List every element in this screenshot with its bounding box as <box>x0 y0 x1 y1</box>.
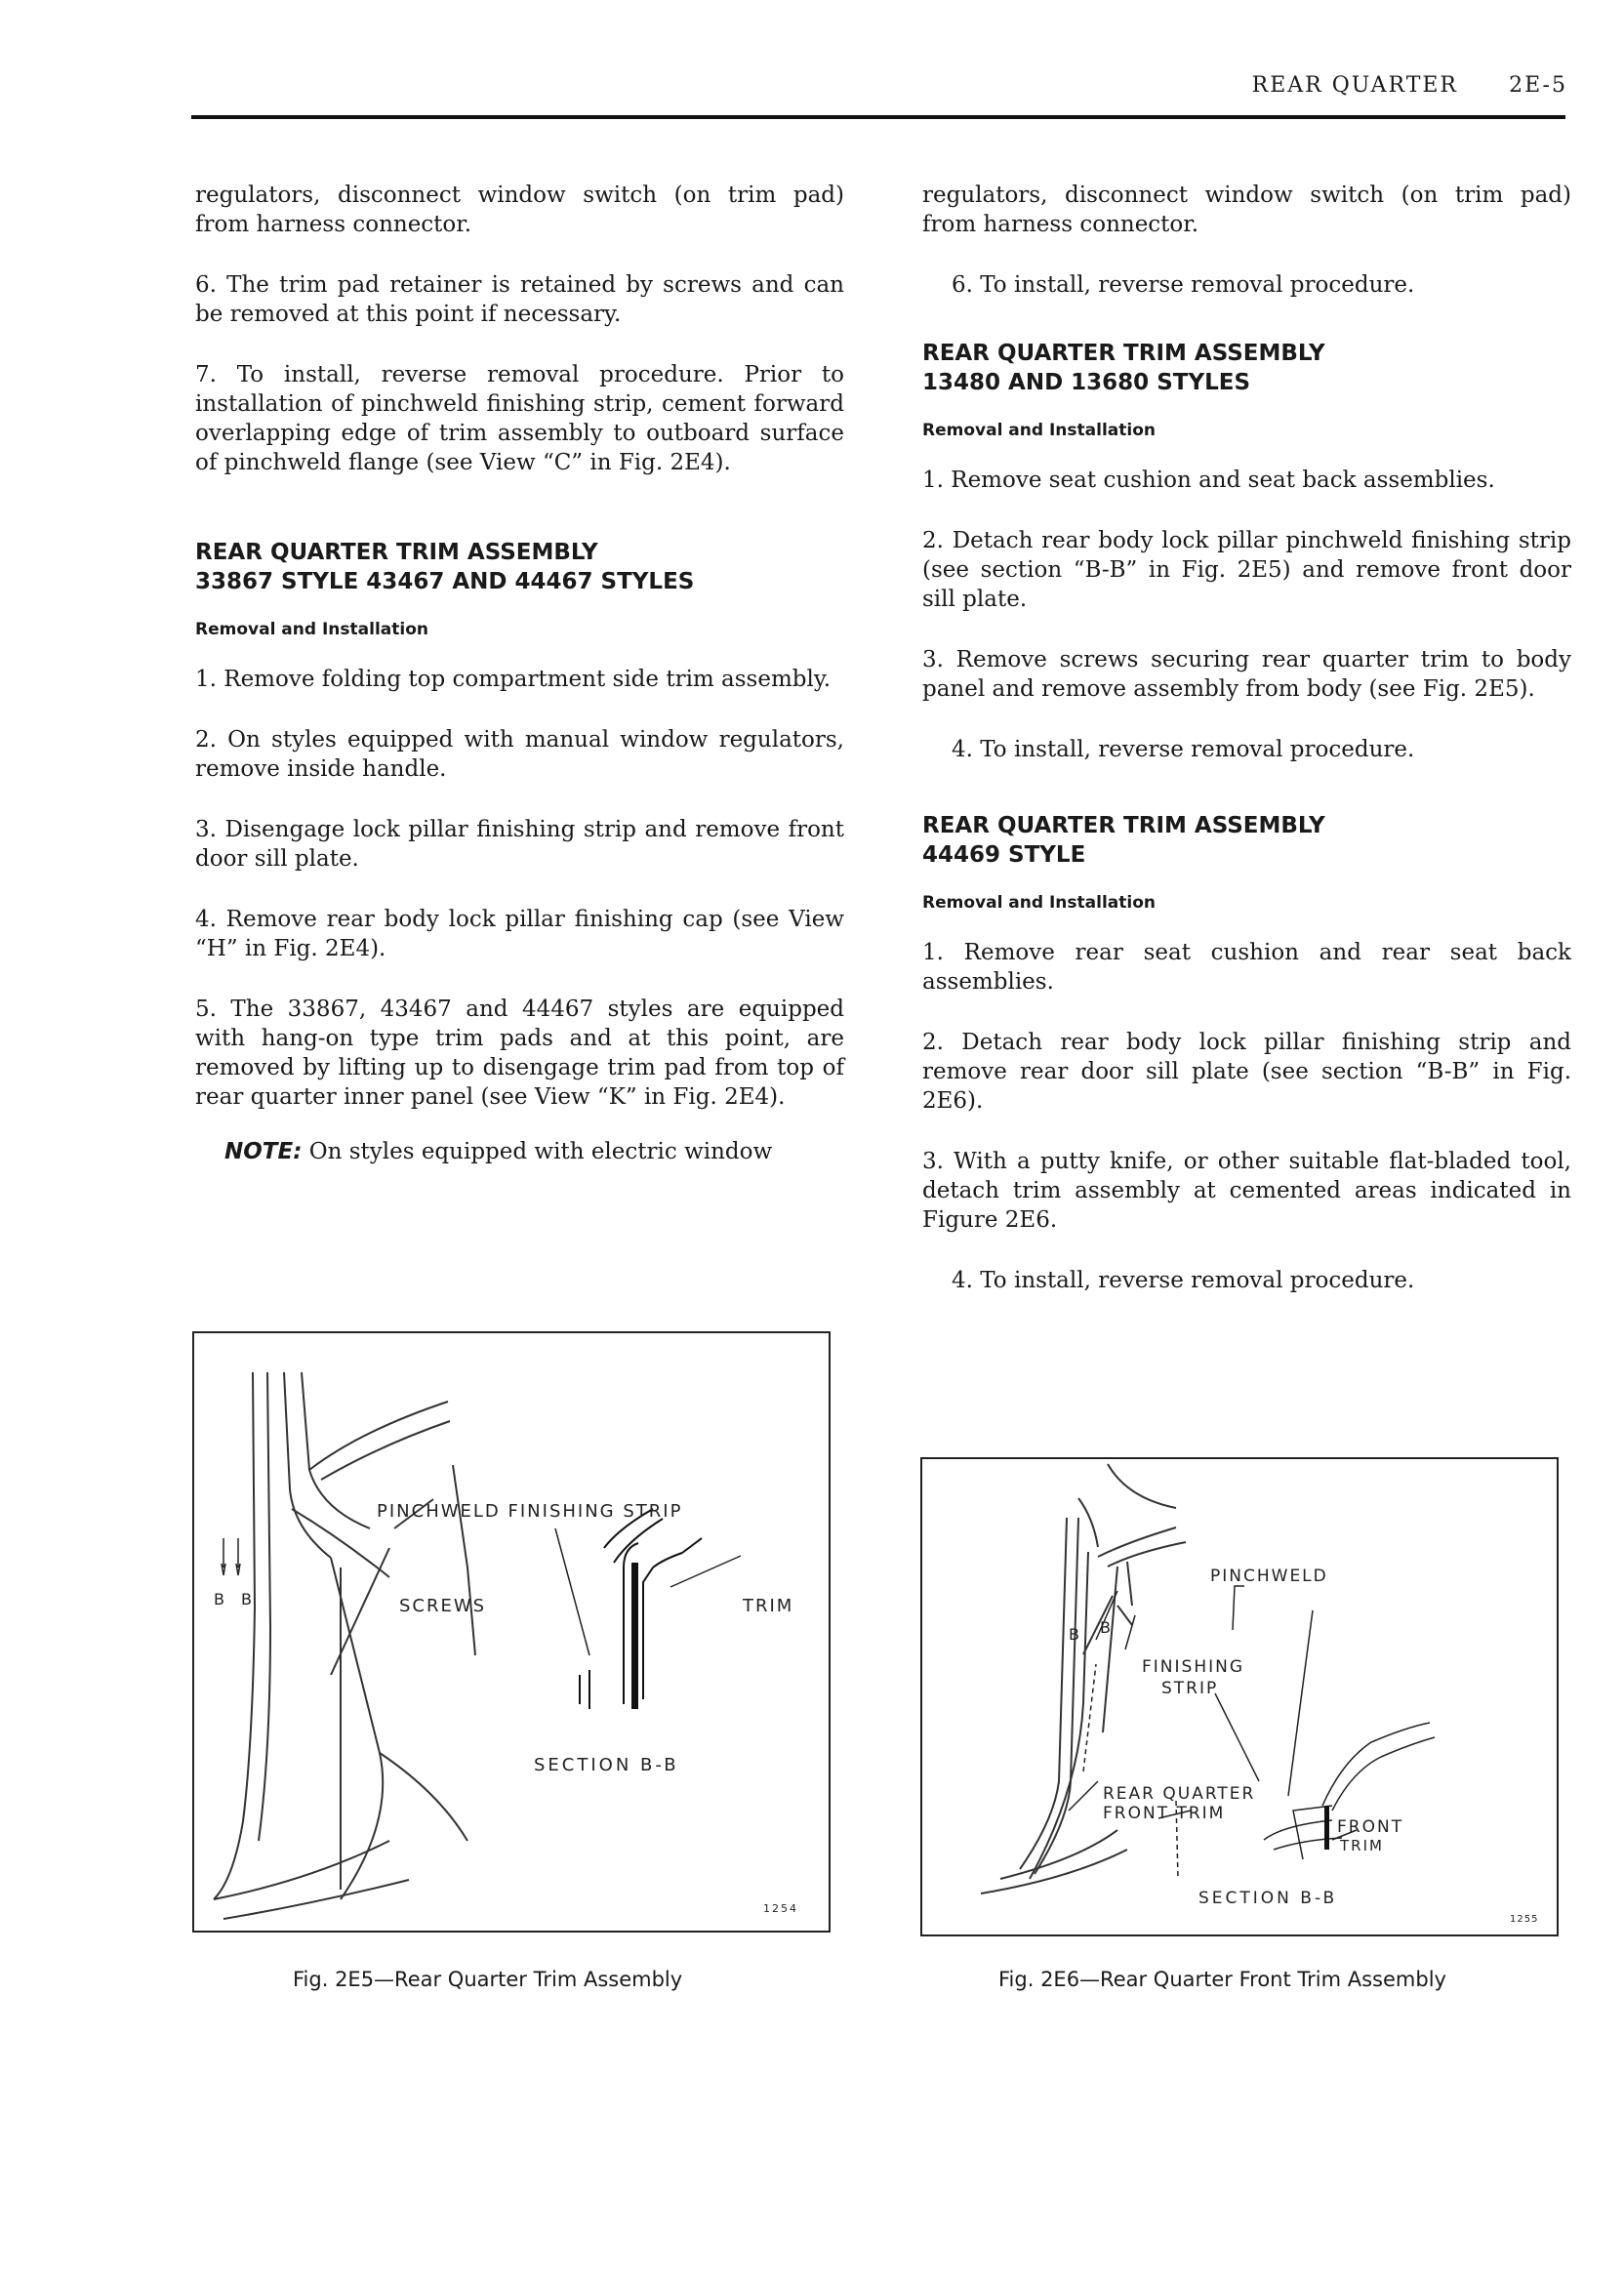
label-screws: SCREWS <box>399 1596 487 1616</box>
note <box>195 1137 844 1166</box>
paragraph: 6. The trim pad retainer is retained by screws and can be removed at this point if necessary. <box>195 272 844 327</box>
step-item: 4. To install, reverse removal procedure. <box>952 737 1415 762</box>
heading-line: 44469 STYLE <box>922 842 1086 868</box>
figure-2e6 <box>920 1457 1559 1936</box>
paragraph: 7. To install, reverse removal procedure. Prior to installation of pinchweld finishing strip, cement forward overlapping edge of trim assembly to outboard surface of pinchweld flange (see View “C” in Fig. 2E4). <box>195 362 844 475</box>
step-item: 2. On styles equipped with manual window regulators, remove inside handle. <box>195 727 844 782</box>
figure-2e5-illustration <box>194 1333 829 1931</box>
subheading: Removal and Installation <box>922 893 1156 913</box>
label-section-b-b: SECTION B-B <box>1198 1889 1338 1908</box>
label-rear-quarter: REAR QUARTER <box>1103 1784 1256 1804</box>
step-item: 1. Remove rear seat cushion and rear seat back assemblies. <box>922 940 1571 995</box>
heading-line: REAR QUARTER TRIM ASSEMBLY <box>195 540 598 565</box>
figure-caption: Fig. 2E5—Rear Quarter Trim Assembly <box>293 1968 683 1991</box>
figure-number: 1254 <box>763 1902 798 1915</box>
step-item: 3. With a putty knife, or other suitable flat-bladed tool, detach trim assembly at cemented areas indicated in Figure 2E6. <box>922 1149 1571 1233</box>
paragraph: regulators, disconnect window switch (on trim pad) from harness connector. <box>195 183 844 237</box>
left-column <box>195 181 844 1198</box>
heading-line: 33867 STYLE 43467 AND 44467 STYLES <box>195 569 695 594</box>
label-b-left: B <box>1069 1625 1079 1644</box>
step-item: 3. Disengage lock pillar finishing strip and remove front door sill plate. <box>195 817 844 872</box>
heading-line: 13480 AND 13680 STYLES <box>922 370 1251 395</box>
paragraph: 6. To install, reverse removal procedure. <box>952 272 1415 298</box>
step-item: 2. Detach rear body lock pillar finishing strip and remove rear door sill plate (see section “B-B” in Fig. 2E6). <box>922 1030 1571 1114</box>
section-heading <box>922 339 1571 397</box>
label-pinchweld-finishing-strip: PINCHWELD FINISHING STRIP <box>377 1501 683 1522</box>
trim-cross-section <box>631 1563 638 1709</box>
right-column <box>922 181 1571 1326</box>
step-item: 1. Remove seat cushion and seat back assemblies. <box>922 468 1495 493</box>
figure-number: 1255 <box>1510 1914 1539 1925</box>
front-trim-cross-section <box>1324 1806 1329 1850</box>
label-front-trim: FRONT TRIM <box>1103 1804 1226 1823</box>
label-section-b-b: SECTION B-B <box>534 1755 679 1775</box>
figure-caption: Fig. 2E6—Rear Quarter Front Trim Assembly <box>998 1968 1446 1991</box>
subheading: Removal and Installation <box>195 620 428 639</box>
label-pinchweld: PINCHWELD <box>1210 1567 1328 1586</box>
step-item: 4. To install, reverse removal procedure. <box>952 1268 1415 1293</box>
figure-2e5 <box>192 1331 831 1933</box>
note-label: NOTE: <box>224 1139 303 1164</box>
label-strip: STRIP <box>1161 1679 1219 1698</box>
label-trim: TRIM <box>743 1596 794 1616</box>
step-item: 4. Remove rear body lock pillar finishing cap (see View “H” in Fig. 2E4). <box>195 907 844 961</box>
heading-line: REAR QUARTER TRIM ASSEMBLY <box>922 341 1325 366</box>
label-front: FRONT <box>1337 1817 1404 1837</box>
paragraph: regulators, disconnect window switch (on trim pad) from harness connector. <box>922 183 1571 237</box>
label-b-right: B <box>1100 1618 1111 1637</box>
figure-2e6-illustration <box>922 1459 1557 1934</box>
step-item: 5. The 33867, 43467 and 44467 styles are equipped with hang-on type trim pads and at this point, are removed by lifting up to disengage trim pad from top of rear quarter inner panel (see View “K” in Fig. 2E4). <box>195 997 844 1110</box>
label-finishing: FINISHING <box>1142 1657 1245 1677</box>
note-text: On styles equipped with electric window <box>308 1139 773 1164</box>
label-trim: TRIM <box>1340 1837 1384 1854</box>
running-header-title: REAR QUARTER <box>1251 73 1458 98</box>
label-b-right: B <box>241 1590 252 1608</box>
label-b-left: B <box>214 1590 224 1608</box>
step-item: 2. Detach rear body lock pillar pinchweld finishing strip (see section “B-B” in Fig. 2E5) and remove front door sill plate. <box>922 528 1571 612</box>
section-heading <box>195 538 844 596</box>
subheading: Removal and Installation <box>922 421 1156 440</box>
page-number: 2E-5 <box>1509 73 1567 98</box>
heading-line: REAR QUARTER TRIM ASSEMBLY <box>922 813 1325 838</box>
step-item: 1. Remove folding top compartment side trim assembly. <box>195 667 832 692</box>
step-item: 3. Remove screws securing rear quarter trim to body panel and remove assembly from body (see Fig. 2E5). <box>922 647 1571 702</box>
section-heading <box>922 811 1571 870</box>
header-rule <box>191 115 1565 119</box>
